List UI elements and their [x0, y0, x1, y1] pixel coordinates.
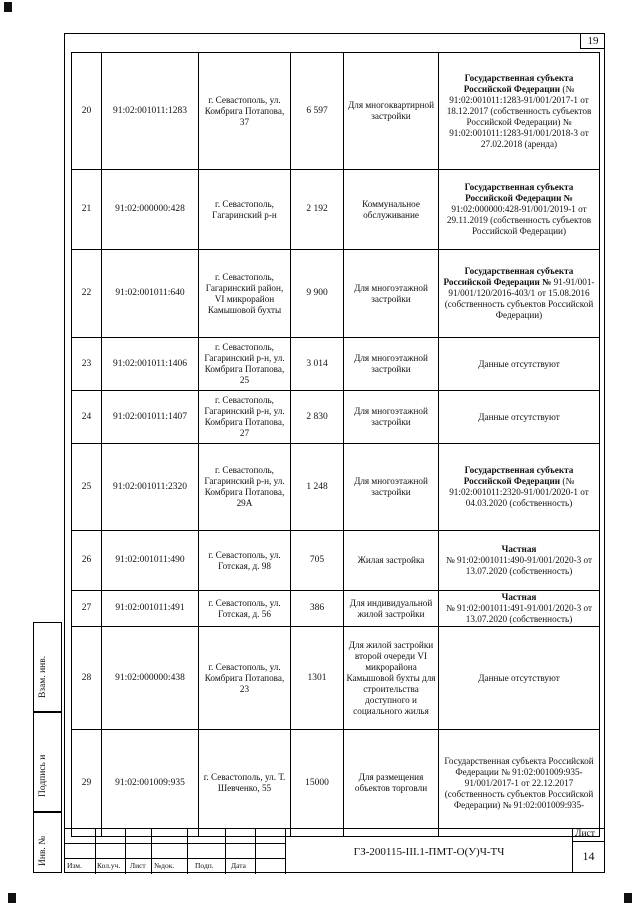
rights-holder: Государственная субъекта Российской Федерации № [443, 266, 574, 287]
rights-holder: Частная [501, 592, 537, 602]
side-label-vzam: Взам. инв. [38, 655, 48, 698]
sheet-box-divider [572, 841, 605, 842]
permitted-use-cell: Для размещения объектов торговли [344, 730, 439, 837]
address-cell: г. Севастополь, ул. Комбрига Потапова, 37 [199, 53, 291, 170]
permitted-use-cell: Для жилой застройки второй очереди VI микрорайона Камышовой бухты для строительства доступного и социального жилья [344, 627, 439, 730]
area-cell: 386 [291, 591, 344, 627]
page-corner-number: 19 [580, 33, 605, 49]
area-cell: 1 248 [291, 444, 344, 531]
permitted-use-cell: Жилая застройка [344, 531, 439, 591]
stamp-label-izm: Изм. [67, 861, 82, 870]
area-cell: 1301 [291, 627, 344, 730]
corner-mark [8, 893, 16, 903]
permitted-use-cell: Для многоэтажной застройки [344, 444, 439, 531]
table-row [72, 391, 600, 444]
cadastral-number-cell: 91:02:001011:490 [102, 531, 199, 591]
table-row [72, 444, 600, 531]
address-cell: г. Севастополь, Гагаринский р-н [199, 170, 291, 250]
table-row [72, 531, 600, 591]
address-cell: г. Севастополь, ул. Т. Шевченко, 55 [199, 730, 291, 837]
permitted-use-cell: Для индивидуальной жилой застройки [344, 591, 439, 627]
rights-details: Данные отсутствуют [478, 672, 560, 683]
corner-mark [624, 893, 632, 903]
rights-details: 91:02:000000:428-91/001/2019-1 от 29.11.2019 (собственность субъектов Российской Федерации) [446, 204, 592, 236]
permitted-use-cell: Для многоэтажной застройки [344, 391, 439, 444]
stamp-label-koluch: Кол.уч. [97, 861, 121, 870]
rights-details: Государственная субъекта Российской Федерации № 91:02:001009:935-91/001/2017-1 от 22.12.2017 (собственность субъектов Российской Федерации) № 91:02:001009:935- [444, 755, 594, 810]
permitted-use-cell: Коммунальное обслуживание [344, 170, 439, 250]
rights-holder: Государственная субъекта Российской Федерации [463, 72, 574, 94]
rights-cell [439, 591, 600, 627]
cadastral-number-cell: 91:02:001011:1406 [102, 338, 199, 391]
row-number-cell: 29 [72, 730, 102, 837]
cadastral-number-cell: 91:02:001011:491 [102, 591, 199, 627]
row-number-cell: 27 [72, 591, 102, 627]
rights-holder: Государственная субъекта Российской Федерации [463, 465, 574, 486]
permitted-use-cell: Для многоэтажной застройки [344, 250, 439, 338]
row-number-cell: 23 [72, 338, 102, 391]
row-number-cell: 22 [72, 250, 102, 338]
rights-holder: Частная [501, 544, 537, 554]
row-number-cell: 28 [72, 627, 102, 730]
cadastral-number-cell: 91:02:001011:1283 [102, 53, 199, 170]
cadastral-number-cell: 91:02:001011:2320 [102, 444, 199, 531]
area-cell: 9 900 [291, 250, 344, 338]
row-number-cell: 26 [72, 531, 102, 591]
side-label-podpis: Подпись и [38, 754, 48, 797]
rights-details: Данные отсутствуют [478, 358, 560, 369]
row-number-cell: 25 [72, 444, 102, 531]
address-cell: г. Севастополь, Гагаринский р-н, ул. Комбрига Потапова, 25 [199, 338, 291, 391]
rights-cell [439, 730, 600, 837]
rights-cell [439, 338, 600, 391]
area-cell: 705 [291, 531, 344, 591]
rights-details: 91-91/001-91/001/120/2016-403/1 от 15.08.2016 (собственность субъектов Российской Федерации) [444, 277, 595, 320]
stamp-label-list: Лист [130, 861, 146, 870]
table-row [72, 627, 600, 730]
land-plots-table [71, 52, 600, 837]
cadastral-number-cell: 91:02:001011:1407 [102, 391, 199, 444]
table-row [72, 170, 600, 250]
cadastral-number-cell: 91:02:000000:428 [102, 170, 199, 250]
document-code: ГЗ-200115-III.1-ПМТ-О(У)Ч-ТЧ [353, 846, 505, 858]
table-row [72, 250, 600, 338]
stamp-label-podp: Подп. [195, 861, 214, 870]
area-cell: 6 597 [291, 53, 344, 170]
stamp-label-data: Дата [231, 861, 246, 870]
address-cell: г. Севастополь, Гагаринский р-н, ул. Комбрига Потапова, 27 [199, 391, 291, 444]
address-cell: г. Севастополь, Гагаринский район, VI микрорайон Камышовой бухты [199, 250, 291, 338]
table-row [72, 53, 600, 170]
table-row [72, 338, 600, 391]
cadastral-number-cell: 91:02:001009:935 [102, 730, 199, 837]
rights-cell [439, 531, 600, 591]
cadastral-number-cell: 91:02:000000:438 [102, 627, 199, 730]
permitted-use-cell: Для многоэтажной застройки [344, 338, 439, 391]
address-cell: г. Севастополь, Гагаринский р-н, ул. Комбрига Потапова, 29А [199, 444, 291, 531]
table-row [72, 591, 600, 627]
area-cell: 2 830 [291, 391, 344, 444]
rights-details: (№ 91:02:001011:1283-91/001/2017-1 от 18.12.2017 (собственность субъектов Российской Федерации) № 91:02:001011:1283-91/001/2018-3 от 27.02.2018 (аренда) [446, 83, 592, 149]
rights-cell [439, 170, 600, 250]
sheet-number: 14 [582, 849, 595, 863]
address-cell: г. Севастополь, ул. Готская, д. 98 [199, 531, 291, 591]
rights-holder: Государственная субъекта Российской Федерации № [464, 182, 574, 203]
rights-details: (№ 91:02:001011:2320-91/001/2020-1 от 04.03.2020 (собственность) [449, 476, 589, 508]
rights-cell [439, 391, 600, 444]
rights-details: № 91:02:001011:490-91/001/2020-3 от 13.07.2020 (собственность) [445, 555, 593, 576]
stamp-label-ndok: №док. [154, 861, 175, 870]
corner-mark [4, 2, 12, 12]
address-cell: г. Севастополь, ул. Комбрига Потапова, 23 [199, 627, 291, 730]
rights-cell [439, 250, 600, 338]
permitted-use-cell: Для многоквартирной застройки [344, 53, 439, 170]
cadastral-number-cell: 91:02:001011:640 [102, 250, 199, 338]
area-cell: 3 014 [291, 338, 344, 391]
rights-details: Данные отсутствуют [478, 411, 560, 422]
area-cell: 15000 [291, 730, 344, 837]
table-row [72, 730, 600, 837]
row-number-cell: 24 [72, 391, 102, 444]
area-cell: 2 192 [291, 170, 344, 250]
rights-details: № 91:02:001011:491-91/001/2020-3 от 13.07.2020 (собственность) [445, 603, 593, 624]
side-label-inv: Инв. № [38, 835, 48, 866]
row-number-cell: 21 [72, 170, 102, 250]
rights-cell [439, 627, 600, 730]
address-cell: г. Севастополь, ул. Готская, д. 56 [199, 591, 291, 627]
row-number-cell: 20 [72, 53, 102, 170]
rights-cell [439, 444, 600, 531]
rights-cell [439, 53, 600, 170]
sheet-label: Лист [575, 829, 595, 839]
